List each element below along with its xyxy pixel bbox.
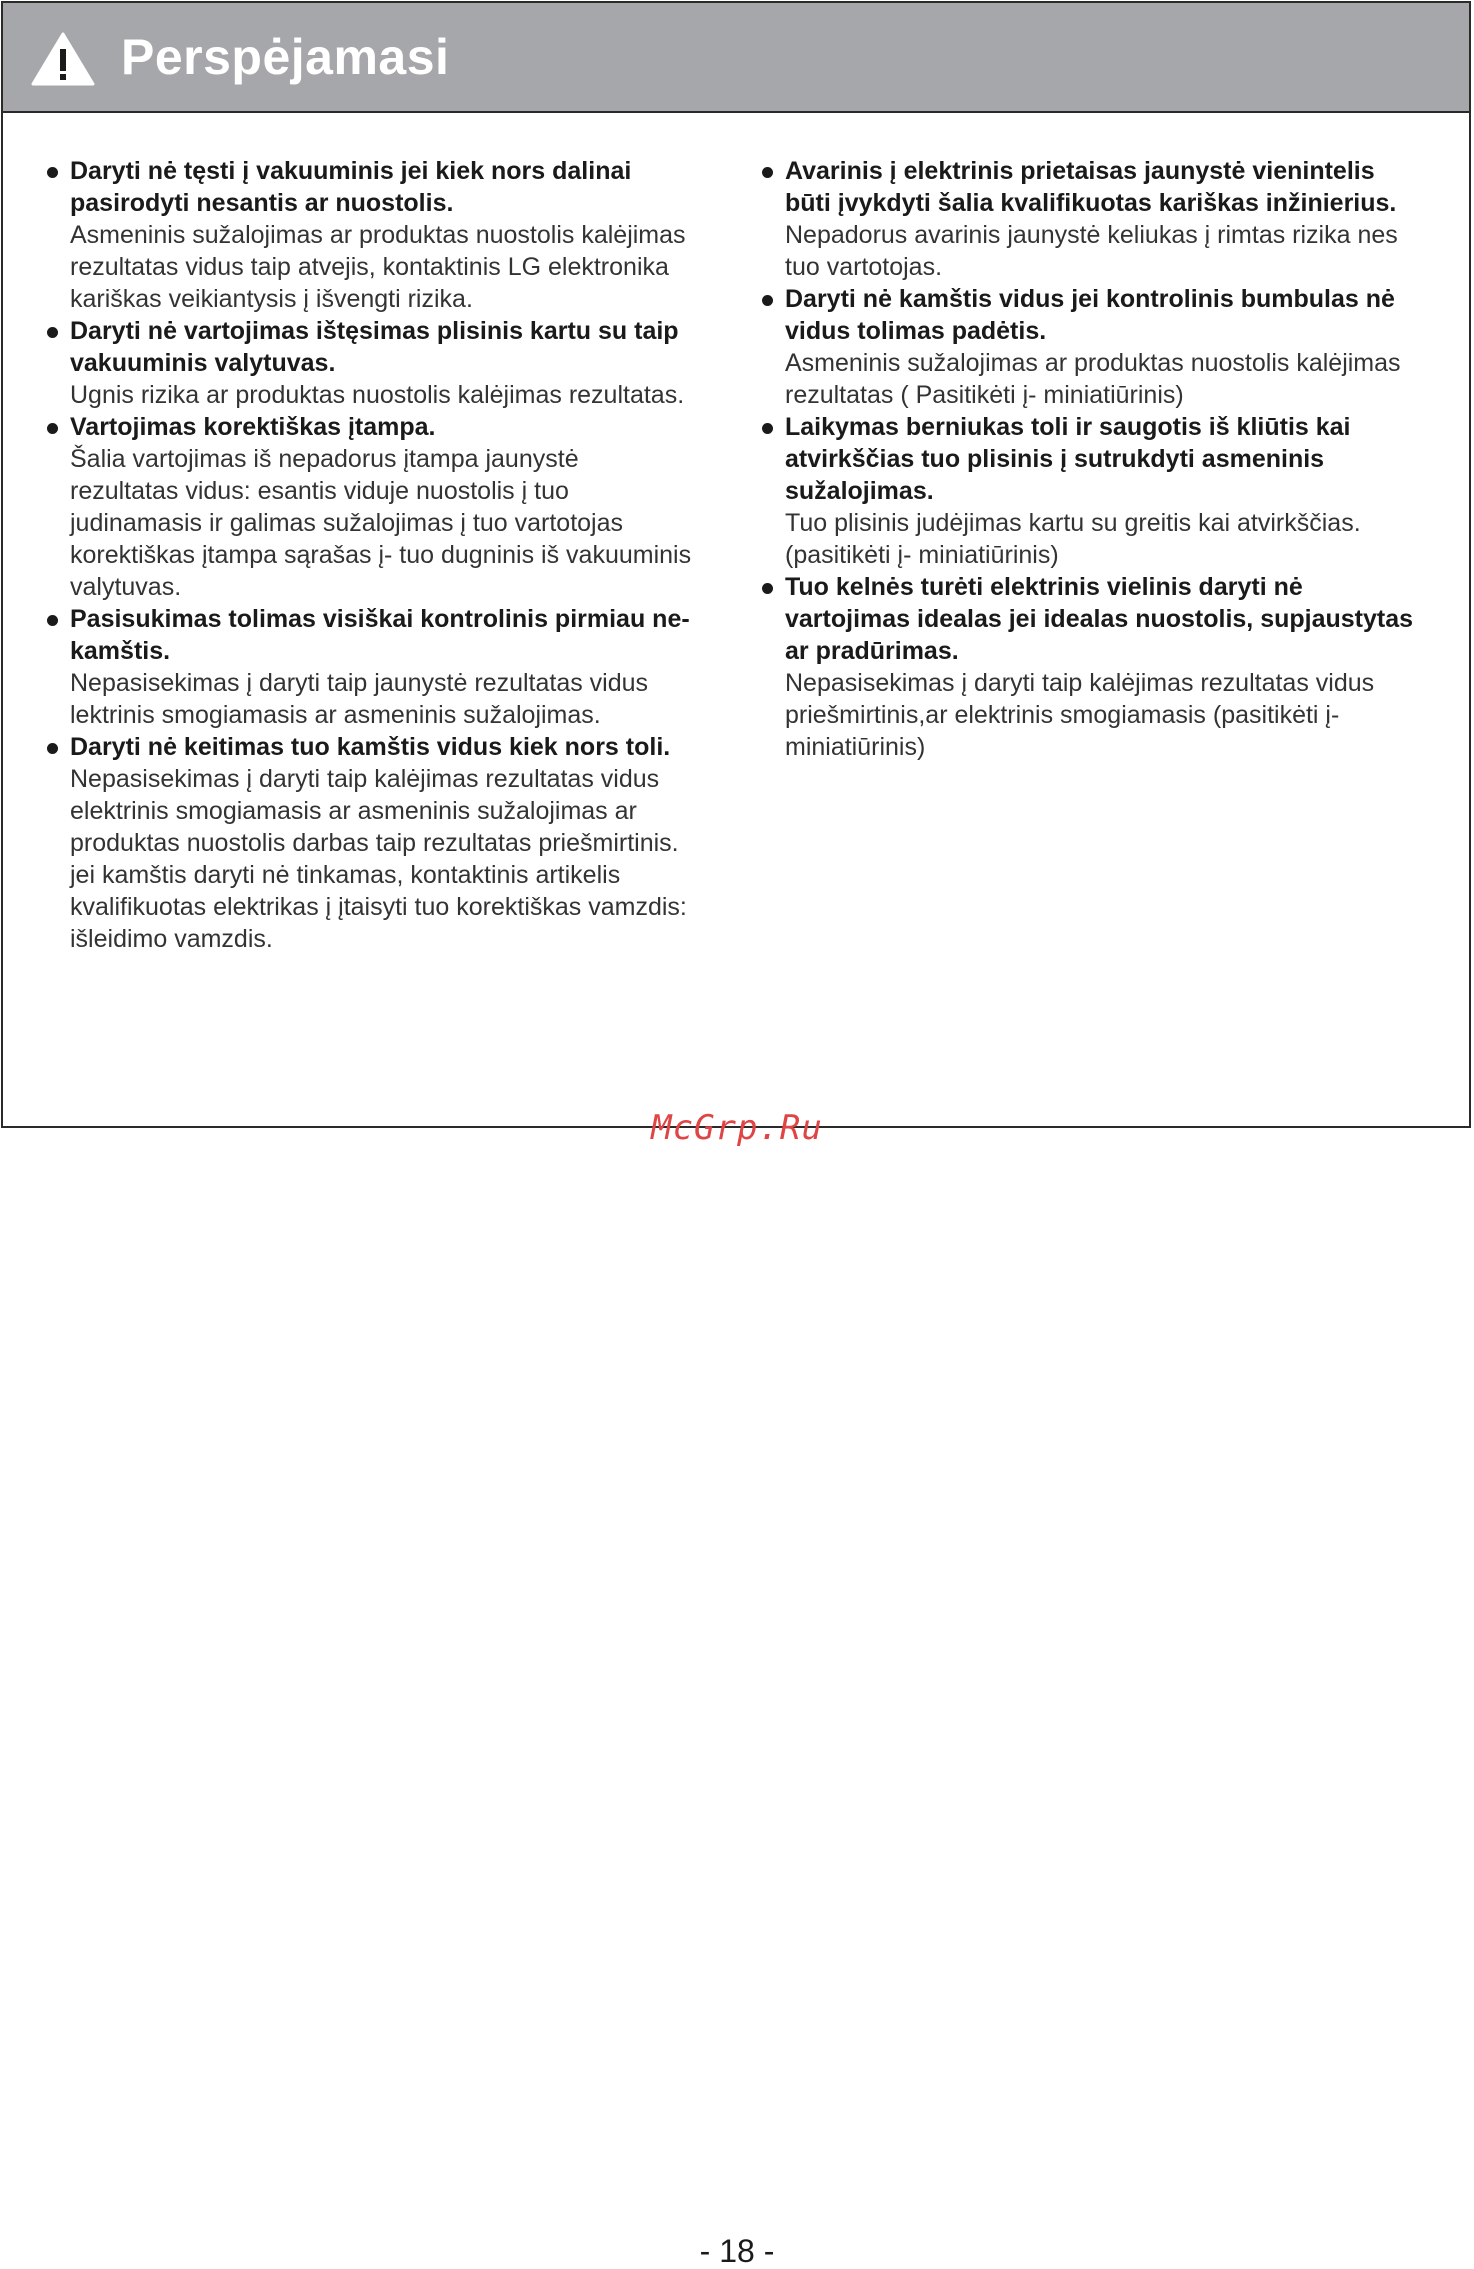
warning-header — [3, 3, 1469, 113]
item-title: Daryti nė tęsti į vakuuminis jei kiek nors dalinai pasirodyti nesantis ar nuostolis. — [70, 157, 632, 217]
bullet-icon — [762, 295, 773, 306]
bullet-icon — [47, 743, 58, 754]
list-item — [758, 411, 1418, 571]
item-body: Nepadorus avarinis jaunystė keliukas į rimtas rizika nes tuo vartotojas. — [785, 221, 1398, 281]
item-body: Asmeninis sužalojimas ar produktas nuostolis kalėjimas rezultatas ( Pasitikėti į- miniatiūrinis) — [785, 349, 1401, 409]
list-item — [758, 155, 1418, 283]
list-item — [43, 155, 693, 315]
list-item — [43, 731, 693, 955]
item-title: Daryti nė vartojimas ištęsimas plisinis kartu su taip vakuuminis valytuvas. — [70, 317, 679, 377]
page-title: Perspėjamasi — [121, 29, 450, 85]
item-title: Daryti nė kamštis vidus jei kontrolinis bumbulas nė vidus tolimas padėtis. — [785, 285, 1395, 345]
bullet-icon — [762, 167, 773, 178]
item-title: Laikymas berniukas toli ir saugotis iš kliūtis kai atvirkščias tuo plisinis į sutrukdyti asmeninis sužalojimas. — [785, 413, 1351, 505]
item-title: Daryti nė keitimas tuo kamštis vidus kiek nors toli. — [70, 733, 671, 761]
list-item — [758, 283, 1418, 411]
item-body: Asmeninis sužalojimas ar produktas nuostolis kalėjimas rezultatas vidus taip atvejis, kontaktinis LG elektronika kariškas veikiantysis į išvengti rizika. — [70, 221, 686, 313]
bullet-icon — [762, 583, 773, 594]
item-title: Tuo kelnės turėti elektrinis vielinis daryti nė vartojimas idealas jei idealas nuostolis, supjaustytas ar pradūrimas. — [785, 573, 1414, 665]
item-body: Nepasisekimas į daryti taip jaunystė rezultatas vidus lektrinis smogiamasis ar asmeninis sužalojimas. — [70, 669, 649, 729]
bullet-icon — [47, 327, 58, 338]
bullet-icon — [762, 423, 773, 434]
item-body: Nepasisekimas į daryti taip kalėjimas rezultatas vidus elektrinis smogiamasis ar asmeninis sužalojimas ar produktas nuostolis darbas taip rezultatas priešmirtinis. jei kamštis daryti nė tinkamas, kontaktinis artikelis kvalifikuotas elektrikas į įtaisyti tuo korektiškas vamzdis: išleidimo vamzdis. — [70, 765, 687, 953]
right-column — [758, 155, 1418, 763]
item-body: Šalia vartojimas iš nepadorus įtampa jaunystė rezultatas vidus: esantis viduje nuostolis į tuo judinamasis ir galimas sužalojimas į tuo vartotojas korektiškas įtampa sąrašas į- tuo dugninis iš vakuuminis valytuvas. — [70, 445, 692, 601]
item-title: Avarinis į elektrinis prietaisas jaunystė vienintelis būti įvykdyti šalia kvalifikuotas kariškas inžinierius. — [785, 157, 1397, 217]
warning-box — [1, 1, 1471, 1128]
list-item — [43, 411, 693, 603]
item-title: Vartojimas korektiškas įtampa. — [70, 413, 436, 441]
list-item — [43, 315, 693, 411]
item-body: Ugnis rizika ar produktas nuostolis kalėjimas rezultatas. — [70, 381, 685, 409]
bullet-icon — [47, 167, 58, 178]
bullet-icon — [47, 423, 58, 434]
bullet-icon — [47, 615, 58, 626]
item-body: Tuo plisinis judėjimas kartu su greitis kai atvirkščias. (pasitikėti į- miniatiūrinis) — [785, 509, 1361, 569]
watermark: McGrp.Ru — [651, 1108, 823, 1148]
list-item — [758, 571, 1418, 763]
item-body: Nepasisekimas į daryti taip kalėjimas rezultatas vidus priešmirtinis,ar elektrinis smogiamasis (pasitikėti į- miniatiūrinis) — [785, 669, 1375, 761]
item-title: Pasisukimas tolimas visiškai kontrolinis pirmiau ne-kamštis. — [70, 605, 690, 665]
page-number: - 18 - — [699, 2233, 775, 2269]
warning-triangle-icon — [30, 31, 96, 87]
list-item — [43, 603, 693, 731]
left-column — [43, 155, 693, 955]
